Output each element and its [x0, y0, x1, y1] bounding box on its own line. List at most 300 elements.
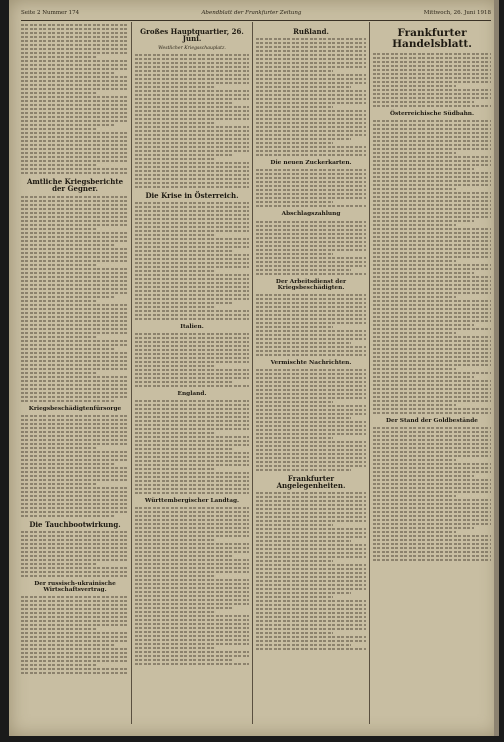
text-line	[373, 332, 456, 334]
text-line	[373, 312, 491, 314]
text-line	[135, 122, 215, 124]
text-line	[256, 397, 366, 399]
text-line	[256, 354, 366, 356]
text-line	[135, 110, 249, 112]
text-line	[21, 571, 129, 573]
text-line	[21, 503, 129, 505]
text-line	[135, 114, 249, 116]
text-block	[256, 38, 366, 156]
text-line	[21, 228, 97, 230]
text-line	[21, 268, 129, 270]
text-line	[256, 338, 366, 340]
text-line	[373, 308, 491, 310]
text-line	[135, 436, 249, 438]
text-line	[256, 138, 351, 140]
text-line	[256, 540, 351, 542]
text-line	[373, 535, 491, 537]
text-line	[135, 539, 215, 541]
text-line	[256, 620, 366, 622]
text-line	[256, 46, 366, 48]
text-line	[373, 320, 491, 322]
text-line	[373, 551, 491, 553]
text-line	[21, 415, 129, 417]
column-heading: Der Arbeitsdienst der Kriegsbeschädigten.	[275, 278, 347, 291]
text-line	[256, 86, 351, 88]
text-line	[256, 596, 333, 598]
text-line	[256, 516, 366, 518]
text-line	[256, 130, 366, 132]
text-line	[256, 512, 366, 514]
text-line	[135, 282, 249, 284]
text-line	[135, 226, 249, 228]
text-line	[21, 471, 129, 473]
text-line	[373, 439, 491, 441]
text-line	[256, 90, 366, 92]
text-line	[135, 333, 249, 335]
column-divider	[369, 22, 370, 724]
text-line	[256, 628, 366, 630]
text-line	[21, 100, 129, 102]
text-line	[21, 36, 129, 38]
text-line	[256, 62, 366, 64]
text-line	[256, 405, 366, 407]
text-line	[256, 189, 366, 191]
text-line	[21, 612, 129, 614]
text-line	[256, 640, 366, 642]
column-divider	[252, 22, 253, 724]
text-line	[135, 428, 249, 430]
text-line	[135, 472, 249, 474]
text-line	[21, 308, 129, 310]
text-line	[21, 423, 129, 425]
text-line	[135, 186, 249, 188]
text-line	[373, 527, 474, 529]
text-line	[256, 82, 366, 84]
text-block	[21, 24, 129, 174]
text-line	[135, 647, 215, 649]
text-line	[256, 314, 366, 316]
text-line	[21, 216, 129, 218]
column-1	[21, 24, 129, 726]
text-line	[373, 288, 491, 290]
text-line	[21, 491, 129, 493]
text-line	[21, 272, 129, 274]
text-line	[373, 276, 491, 278]
text-line	[373, 380, 491, 382]
text-line	[256, 568, 366, 570]
text-line	[135, 515, 249, 517]
text-block	[373, 120, 491, 414]
text-line	[135, 361, 249, 363]
text-line	[373, 316, 491, 318]
text-line	[21, 511, 129, 513]
text-line	[373, 172, 491, 174]
text-line	[373, 53, 491, 55]
text-line	[373, 180, 491, 182]
text-line	[373, 156, 491, 158]
text-line	[256, 294, 366, 296]
text-line	[256, 608, 366, 610]
text-line	[256, 381, 366, 383]
text-line	[256, 150, 366, 152]
text-line	[21, 80, 129, 82]
text-line	[256, 465, 366, 467]
text-line	[21, 660, 129, 662]
text-line	[21, 40, 129, 42]
column-heading: Die Krise in Österreich.	[145, 190, 239, 200]
column-heading: Österreichische Südbahn.	[389, 111, 475, 118]
text-line	[373, 168, 474, 170]
text-line	[135, 78, 249, 80]
header-rule	[21, 20, 491, 21]
text-line	[373, 348, 491, 350]
text-line	[135, 651, 249, 653]
text-line	[21, 200, 129, 202]
text-line	[256, 134, 366, 136]
text-line	[135, 94, 249, 96]
text-line	[373, 85, 456, 87]
text-line	[21, 160, 129, 162]
text-line	[21, 164, 97, 166]
text-line	[373, 192, 491, 194]
text-line	[135, 369, 249, 371]
text-line	[373, 124, 491, 126]
newspaper-page	[9, 0, 499, 736]
text-line	[21, 264, 97, 266]
text-line	[256, 616, 366, 618]
text-line	[256, 600, 366, 602]
text-line	[373, 435, 491, 437]
text-line	[135, 130, 249, 132]
text-line	[256, 122, 366, 124]
text-line	[256, 261, 366, 263]
text-line	[373, 447, 491, 449]
text-line	[135, 377, 249, 379]
text-line	[135, 349, 249, 351]
text-line	[21, 304, 129, 306]
text-line	[135, 242, 249, 244]
column-heading: England.	[177, 391, 207, 398]
text-line	[21, 431, 129, 433]
text-line	[135, 341, 249, 343]
text-line	[256, 401, 333, 403]
text-line	[256, 193, 366, 195]
text-line	[373, 451, 491, 453]
text-line	[256, 644, 351, 646]
text-block	[135, 400, 249, 494]
text-line	[373, 65, 491, 67]
text-line	[373, 160, 491, 162]
text-line	[373, 77, 491, 79]
text-line	[21, 212, 129, 214]
text-line	[256, 469, 351, 471]
text-line	[256, 257, 366, 259]
text-line	[21, 24, 129, 26]
text-line	[373, 136, 491, 138]
text-line	[373, 356, 491, 358]
text-line	[21, 236, 129, 238]
text-line	[21, 547, 129, 549]
text-line	[21, 324, 129, 326]
text-line	[135, 420, 249, 422]
text-line	[256, 181, 366, 183]
text-line	[256, 110, 366, 112]
text-line	[21, 668, 129, 670]
text-line	[135, 274, 249, 276]
text-line	[373, 431, 491, 433]
text-line	[135, 306, 215, 308]
text-line	[135, 210, 249, 212]
text-line	[373, 507, 491, 509]
text-line	[373, 236, 491, 238]
text-block	[135, 507, 249, 665]
text-line	[135, 404, 249, 406]
text-line	[135, 286, 249, 288]
text-line	[256, 322, 366, 324]
text-line	[256, 612, 366, 614]
text-line	[135, 591, 249, 593]
text-line	[256, 169, 366, 171]
text-line	[21, 459, 129, 461]
text-line	[135, 238, 249, 240]
text-line	[373, 164, 491, 166]
text-line	[373, 475, 474, 477]
text-line	[256, 648, 366, 650]
text-line	[21, 616, 129, 618]
text-line	[135, 314, 249, 316]
text-line	[135, 381, 233, 383]
column-heading: Frankfurter Angelegenheiten.	[276, 473, 346, 491]
text-line	[135, 655, 249, 657]
text-line	[135, 492, 249, 494]
text-line	[135, 58, 249, 60]
text-block	[21, 531, 129, 577]
text-line	[135, 90, 249, 92]
text-line	[135, 559, 249, 561]
text-line	[135, 166, 249, 168]
text-line	[256, 453, 366, 455]
text-line	[135, 318, 249, 320]
text-line	[21, 72, 114, 74]
text-line	[135, 535, 249, 537]
column-heading: Der russisch-ukrainische Wirtschaftsvertrag.	[34, 581, 116, 594]
text-line	[256, 326, 333, 328]
text-line	[373, 531, 456, 533]
text-line	[135, 146, 249, 148]
text-line	[21, 296, 114, 298]
text-line	[256, 146, 366, 148]
text-line	[373, 547, 491, 549]
text-line	[21, 120, 129, 122]
text-line	[135, 234, 215, 236]
text-line	[21, 475, 129, 477]
text-line	[135, 170, 249, 172]
text-block	[256, 492, 366, 650]
text-block	[21, 415, 129, 517]
text-line	[135, 416, 249, 418]
text-line	[373, 120, 491, 122]
text-line	[135, 66, 249, 68]
text-line	[21, 220, 129, 222]
text-line	[135, 635, 249, 637]
text-line	[21, 136, 129, 138]
text-block	[256, 221, 366, 275]
text-line	[21, 244, 114, 246]
text-line	[135, 214, 249, 216]
text-line	[256, 556, 366, 558]
header-center: Abendblatt der Frankfurter Zeitung	[201, 10, 302, 16]
text-line	[373, 148, 491, 150]
text-line	[135, 400, 249, 402]
text-line	[21, 292, 129, 294]
text-line	[373, 57, 491, 59]
text-line	[135, 543, 249, 545]
text-line	[256, 373, 366, 375]
text-line	[21, 624, 129, 626]
text-line	[256, 592, 351, 594]
text-line	[21, 224, 129, 226]
text-line	[373, 228, 491, 230]
text-line	[135, 246, 249, 248]
text-line	[21, 124, 114, 126]
text-line	[373, 268, 491, 270]
text-line	[373, 344, 491, 346]
column-heading: Großes Hauptquartier, 26. Juni.	[140, 27, 244, 44]
text-line	[373, 292, 491, 294]
text-line	[135, 627, 249, 629]
text-line	[21, 96, 129, 98]
text-line	[256, 346, 366, 348]
text-line	[21, 48, 129, 50]
text-line	[21, 451, 129, 453]
text-line	[256, 548, 366, 550]
text-line	[135, 412, 249, 414]
text-line	[256, 42, 366, 44]
text-line	[256, 126, 366, 128]
text-line	[135, 337, 249, 339]
text-line	[135, 488, 249, 490]
text-line	[135, 456, 249, 458]
text-line	[135, 74, 249, 76]
text-line	[21, 575, 129, 577]
text-line	[373, 188, 456, 190]
text-line	[256, 632, 333, 634]
text-line	[21, 196, 129, 198]
text-line	[373, 340, 491, 342]
text-line	[21, 447, 97, 449]
text-line	[256, 409, 366, 411]
text-line	[373, 244, 491, 246]
text-line	[373, 463, 491, 465]
text-line	[21, 340, 129, 342]
text-line	[135, 611, 215, 613]
text-line	[21, 300, 97, 302]
text-line	[373, 248, 491, 250]
text-line	[21, 372, 97, 374]
text-line	[135, 440, 249, 442]
text-line	[256, 114, 366, 116]
text-line	[256, 496, 366, 498]
text-line	[256, 38, 366, 40]
text-line	[21, 539, 129, 541]
text-line	[21, 348, 114, 350]
text-line	[21, 376, 129, 378]
text-line	[373, 73, 491, 75]
text-line	[373, 364, 491, 366]
text-line	[373, 455, 491, 457]
text-line	[21, 108, 129, 110]
text-block	[256, 169, 366, 207]
text-line	[21, 248, 129, 250]
text-line	[135, 98, 249, 100]
column-divider	[131, 22, 132, 724]
text-line	[373, 471, 491, 473]
text-line	[21, 172, 129, 174]
text-line	[135, 575, 215, 577]
column-heading: Vermischte Nachrichten.	[270, 359, 352, 366]
text-line	[135, 222, 249, 224]
text-line	[256, 532, 366, 534]
text-line	[135, 266, 249, 268]
text-line	[21, 320, 129, 322]
column-heading: Rußland.	[293, 27, 329, 36]
text-line	[135, 134, 249, 136]
text-block	[373, 53, 491, 107]
text-line	[256, 269, 351, 271]
text-line	[135, 631, 249, 633]
text-line	[256, 576, 366, 578]
text-line	[256, 445, 366, 447]
text-line	[135, 599, 249, 601]
text-line	[21, 88, 129, 90]
text-line	[21, 312, 129, 314]
text-line	[256, 118, 366, 120]
text-line	[21, 316, 129, 318]
text-line	[373, 224, 456, 226]
text-line	[21, 636, 129, 638]
text-line	[135, 150, 249, 152]
text-line	[256, 552, 366, 554]
text-line	[256, 369, 366, 371]
text-line	[373, 264, 491, 266]
text-block	[256, 294, 366, 356]
text-line	[373, 539, 491, 541]
text-line	[21, 144, 129, 146]
text-line	[21, 336, 97, 338]
text-line	[373, 101, 474, 103]
text-line	[135, 70, 249, 72]
text-line	[135, 202, 249, 204]
text-line	[21, 352, 129, 354]
text-line	[256, 177, 366, 179]
text-line	[135, 258, 249, 260]
column-3	[256, 24, 366, 726]
column-heading: Abschlagszahlung	[281, 211, 341, 218]
text-line	[21, 148, 129, 150]
text-line	[373, 200, 491, 202]
text-line	[135, 603, 249, 605]
text-line	[135, 555, 233, 557]
text-line	[21, 156, 129, 158]
text-line	[256, 437, 333, 439]
text-line	[135, 373, 249, 375]
text-line	[135, 531, 249, 533]
text-line	[21, 435, 129, 437]
text-line	[135, 643, 249, 645]
text-line	[373, 336, 491, 338]
text-line	[256, 520, 366, 522]
text-line	[135, 452, 249, 454]
